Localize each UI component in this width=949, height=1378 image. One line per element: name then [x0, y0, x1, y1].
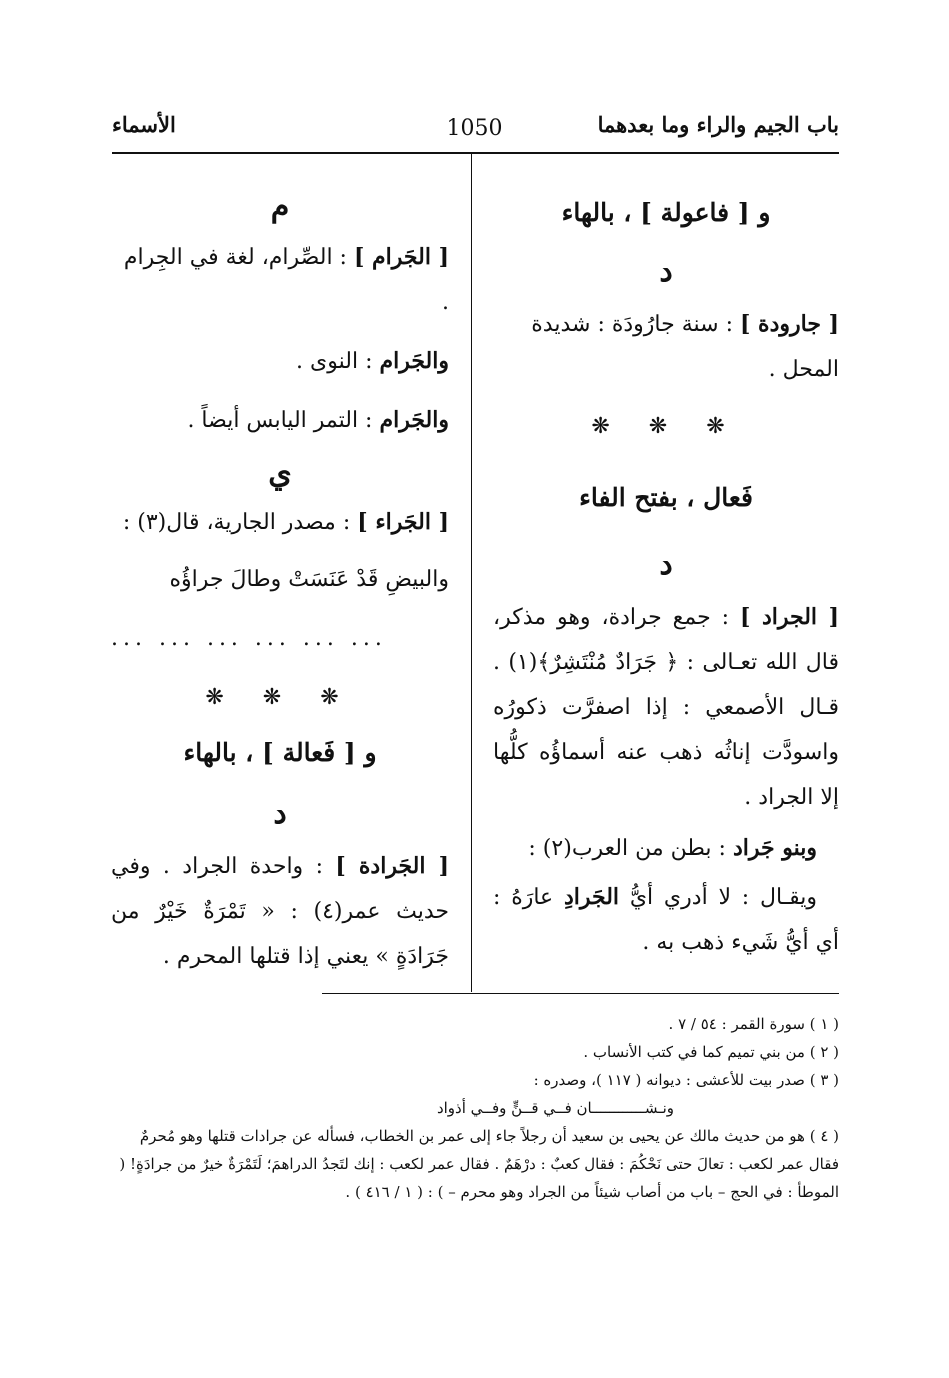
entry-jira [111, 500, 449, 545]
verse-ellipsis: ... ... ... ... ... ... [111, 626, 387, 651]
separator-stars-2: ❋ ❋ ❋ [205, 685, 355, 710]
column-divider [471, 154, 472, 992]
footnote-1: ( ١ ) سورة القمر : ٥٤ / ٧ . [668, 1015, 839, 1033]
entry-jiram-1 [111, 235, 449, 325]
heading-faula: و [ فاعولة ] ، بالهاء [561, 198, 771, 227]
footnote-3: ( ٣ ) صدر بيت للأعشى : ديوانه ( ١١٧ )، وصدره : [533, 1071, 839, 1089]
page-number: 1050 [446, 116, 503, 141]
entry-jarada-term: [ الجَرادة ] [335, 853, 449, 879]
letter-dal-1: د [659, 254, 673, 289]
entry-jiram-1-text: : الصِّرام، لغة في الجِرام . [123, 245, 449, 315]
entry-jiram-2-term: والجَرام [379, 348, 449, 374]
footnotes [112, 1010, 839, 1206]
entry-banu-jarad [493, 826, 839, 871]
verse-line: والبيضِ قَدْ عَنَسَتْ وطالَ جراؤُه [169, 567, 449, 592]
entry-jarada [111, 844, 449, 979]
letter-dal-3: د [273, 796, 287, 831]
entry-jarad-text: : جمع جرادة، وهو مذكر، قال الله تعـالى : ﴿ جَرَادٌ مُنْتَشِرٌ﴾(١) . قـال الأصمعي : إذا اصفرَّت ذكورُه واسودَّت إناثُه ذهب عنه أسماؤُه كلُّها إلا الجراد . [493, 605, 840, 810]
footnote-2: ( ٢ ) من بني تميم كما في كتب الأنساب . [583, 1043, 839, 1061]
entry-jarad-term: [ الجراد ] [739, 604, 840, 630]
entry-jira-text: : مصدر الجارية، قال(٣) : [122, 510, 351, 535]
entry-yuqal-prefix: ويقـال : لا أدري أيُّ [629, 885, 817, 910]
entry-jira-term: [ الجَراء ] [357, 509, 449, 535]
entry-jaruda [493, 302, 839, 392]
footnote-rule [322, 993, 839, 994]
entry-jiram-3-text: : التمر اليابس أيضاً . [187, 408, 373, 433]
entry-jiram-1-term: [ الجَرام ] [353, 244, 449, 270]
separator-stars-1: ❋ ❋ ❋ [591, 414, 741, 439]
entry-banu-term: وبنو جَراد [732, 835, 817, 861]
entry-jiram-3 [111, 398, 449, 443]
letter-dal-2: د [659, 547, 673, 582]
entry-yuqal-text: عارَهُ : أي أيُّ شَيء ذهب به . [493, 885, 839, 955]
header-chapter-title: باب الجيم والراء وما بعدهما [597, 112, 839, 137]
header-rule [112, 152, 839, 154]
entry-jiram-2-text: : النوى . [296, 349, 373, 374]
footnote-4: ( ٤ ) هو من حديث مالك عن يحيى بن سعيد أن رجلاً جاء إلى عمر بن الخطاب، فسأله عن جرادات قتلها وهو مُحرمٌ فقال عمر لكعب : تعالَ حتى نَحْكُمَ : فقال كعبٌ : درْهَمٌ . فقال عمر لكعب : إنك لتَجدُ الدراهمَ؛ لَتَمْرَةٌ خيرٌ من جرادَةٍ! ( الموطأ : في الحج – باب من أصاب شيئاً من الجراد وهو محرم – ) : ( ١ / ٤١٦ ) . [119, 1127, 839, 1201]
entry-jarada-text: : واحدة الجراد . وفي حديث عمر(٤) : « تَمْرَةٌ خَيْرٌ من جَرَادَةٍ » يعني إذا قتلها المحرم . [111, 854, 449, 969]
entry-banu-text: : بطن من العرب(٢) : [528, 836, 726, 861]
footnote-3-verse: ونـشــــــــــــان فــي قــنٍّ وفــي أذواد [436, 1099, 675, 1117]
entry-jarad [493, 595, 839, 820]
header-section-title: الأسماء [112, 112, 176, 137]
letter-mim: م [270, 189, 290, 224]
entry-yuqal-term: الجَرادِ [563, 884, 620, 910]
entry-jiram-3-term: والجَرام [379, 407, 449, 433]
heading-faal: فَعال ، بفتح الفاء [579, 483, 753, 512]
left-column [111, 160, 449, 979]
entry-yuqal [493, 875, 839, 965]
heading-faala: و [ فَعالة ] ، بالهاء [183, 738, 377, 767]
entry-jaruda-term: [ جارودة ] [739, 311, 839, 337]
entry-jiram-2 [111, 339, 449, 384]
right-column [493, 160, 839, 965]
letter-ya: ي [268, 456, 292, 491]
entry-jaruda-text: : سنة جارُودَة : شديدة المحل . [531, 312, 839, 382]
